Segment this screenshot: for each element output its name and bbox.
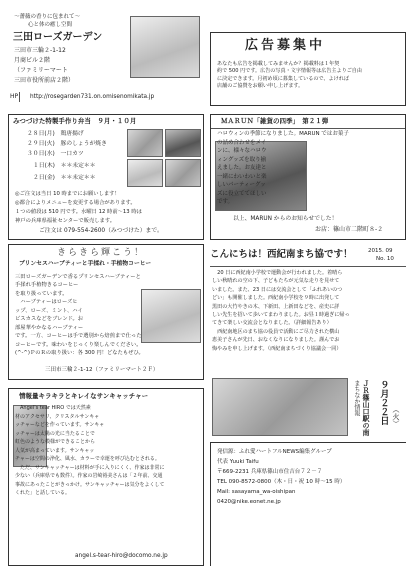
bento-photo-1: [127, 129, 163, 157]
rose-tagline2: 心と体の癒し空間: [28, 22, 73, 28]
rose-near: 三田市役所前店２階）: [14, 77, 75, 84]
bento-box: [8, 114, 204, 240]
school-title: こんにちは！西紀南まち協です！: [210, 249, 353, 260]
kirakira-title: きらきら輝こう！: [57, 248, 146, 258]
rose-floor: 月商ビル２階: [14, 57, 51, 64]
vertical-date: ９月２２日: [378, 380, 389, 425]
bento-row-3: ３０日(水) 一口カツ: [27, 151, 84, 157]
angels-body: Angel's tear HIRO では天然素 材のアクセサリ、クリスタルサンキャ ッチャーなどを作っています。サンキャ ッチャーは太陽の光に当たることで 虹色のような模様ができることから 人気が高まっています。サンキャッ チャーは空間の浄化、風水、カラーで幸運を呼び込むとされる。 ただ、サンキャッチャーは材料が手に入りにくく、作家は非常に 少ない（兵庫県でも数件）。作家の岩崎裕美さんは「２年前、交通 事故にあったことがきっかけ。サンキャッチャーは気分をよくして くれた」と話している。: [15, 405, 165, 496]
rose-address: 三田市三輪２-1-12: [14, 47, 66, 54]
bento-order: ご注文は 079-554-2600（みつづけた）まで。: [39, 228, 163, 234]
school-issue: No. 10: [376, 256, 394, 262]
school-body: 20 日に西紀南小学校で運動会が行われました。着晴ら しい秋晴れの空の下、子どもたちが元気な走りを見せて いました。また、23 日には交流会として「ふれあいのつ どい」も開催しました。西紀南小学校を９時に出発して 黒田の大竹やきの木、下新田、上新田などを、産史に詳 しい先生を招いて歩いてまわりました。お昼１時過ぎに帰っ てきて楽しい交流会となりました。（詳細報告あり） 西紀南地区のまち協の役員で活動にご尽力された横山 恵美子さんが先日、おなくなりになりました。謹んでお 悔やみを申し上げます。（西紀南まちづくり協議会一同）: [212, 270, 350, 352]
marun-title: ＭＡＲＵＮ「雑貨の四季」 第２１弾: [221, 117, 329, 125]
bento-row-4: １日(木) ＊＊未定＊＊: [33, 163, 96, 169]
bento-note-4: 神戸の兵庫県福祉センターで販売します。: [15, 218, 116, 224]
vertical-text-2: ＪＲ篠山口駅の南: [362, 380, 371, 436]
school-title-rule: [210, 266, 406, 267]
bento-row-5: ２日(金) ＊＊未定＊＊: [33, 175, 96, 181]
hp-label: HP: [10, 93, 19, 100]
marun-body: ハロウィンの季節になりました。MARUN ではお菓子 の詰め合わせをメイ ンに、様々なハロウ ィングッズを取り揃 えました。お友達と 一緒にわいわいと楽 しいパーティーグッ ズに役立ててほしい です。: [217, 131, 349, 206]
rose-garden-photo: [130, 16, 200, 78]
publisher-line-6: 0420@nike.eonet.ne.jp: [217, 499, 281, 505]
angels-tear-box: [8, 388, 204, 566]
vertical-text-1: まちなか情報: [352, 380, 360, 416]
bento-note-1: ◎ご注文は当日 10 時までにお願いします！: [15, 191, 120, 197]
ad-recruitment-box: [210, 32, 406, 106]
marun-title-rule: [211, 128, 406, 129]
school-date: 2015. 09: [368, 248, 393, 254]
rose-tagline: ～薔薇の香りに包まれて～: [14, 14, 81, 20]
school-box: [210, 246, 406, 362]
publisher-line-1: 発信源：ふれ愛ハートフルNEWS編集グループ: [217, 449, 332, 455]
herb-tea-photo: [141, 289, 201, 343]
ad-body: あなたも広告を掲載してみませんか？掲載料は１年契 約で 500 円です。広告の写真・文字情報等は広告主よりご自由 に決定できます。月初め頃に募集しているので、よければ 店舗のご協賛をお願い申し上げます。: [217, 61, 362, 90]
kirakira-body: 三田ローズガーデンで香るプリンセスハーブティーと 手揉れ手植物きるコーヒー を取り扱っています。 ハーブティーはローズヒ ップ、ローズ、ミント、ハイ ビスカスなどをブレンド。お 部屋華やかなるハーブティー です。一方、コーヒーは手で選別から焙煎まで仕った コーヒーです。味わいをじっくり楽しんでください。 (^-^)ＰのＲの取り扱い：各 300 円！どなたもぜひ。: [15, 274, 144, 357]
kirakira-box: [8, 244, 204, 380]
bento-heading: みつづけた特製手作り弁当 ９月・１０月: [13, 117, 137, 125]
publisher-line-3: 〒669-2231 兵庫県篠山市住吉台７２－７: [217, 469, 323, 475]
marun-address: お店：篠山市二階町８-２: [315, 226, 384, 233]
marun-box: [210, 114, 406, 240]
marun-footer: 以上、MARUN からのお知らせでした！: [233, 216, 338, 222]
publisher-line-2: 代表 Yuuki Taifu: [217, 459, 259, 465]
rose-mart: （ファミリーマート: [14, 67, 68, 74]
rose-name: 三田ローズガーデン: [13, 32, 103, 43]
bento-row-2: ２９日(火) 豚のしょうが焼き: [27, 141, 107, 147]
angels-title: 情報量キラキラとキレイなサンキャッチャー: [19, 392, 149, 400]
publisher-box: [210, 442, 406, 566]
bento-photo-4: [165, 159, 201, 187]
bento-photo-2: [165, 129, 201, 157]
bento-note-3: １つの値段は 510 円です。水曜日 12 時前〜13 時は: [15, 209, 142, 215]
bento-photo-3: [127, 159, 163, 187]
publisher-line-4: TEL 090-8572-0800（木・日・祝 10 時〜15 時）: [217, 479, 346, 485]
angels-email[interactable]: angel.s-tear-hiro@docomo.ne.jp: [75, 553, 168, 559]
ad-title: 広告募集中: [245, 38, 326, 53]
event-photo: [212, 378, 348, 436]
bento-row-1: ２８日(月) 鶏唐揚げ: [27, 131, 84, 137]
kirakira-subtitle: プリンセスハーブティーと手揉れ・手植物コーヒー: [19, 261, 152, 267]
kirakira-address: 三田市三輪２-1-12（ファミリーマート２Ｆ）: [45, 367, 159, 373]
rose-garden-ad: [8, 10, 204, 112]
hp-url[interactable]: http://rosegarden731.on.omisenomikata.jp: [30, 94, 155, 100]
publisher-line-5: Mail: sasayama_wa-oishipan: [217, 489, 296, 495]
vertical-day: （火）: [392, 406, 401, 427]
bento-note-2: ◎都合によりメニューを変更する場合があります。: [15, 200, 136, 206]
hp-divider: [19, 92, 20, 102]
